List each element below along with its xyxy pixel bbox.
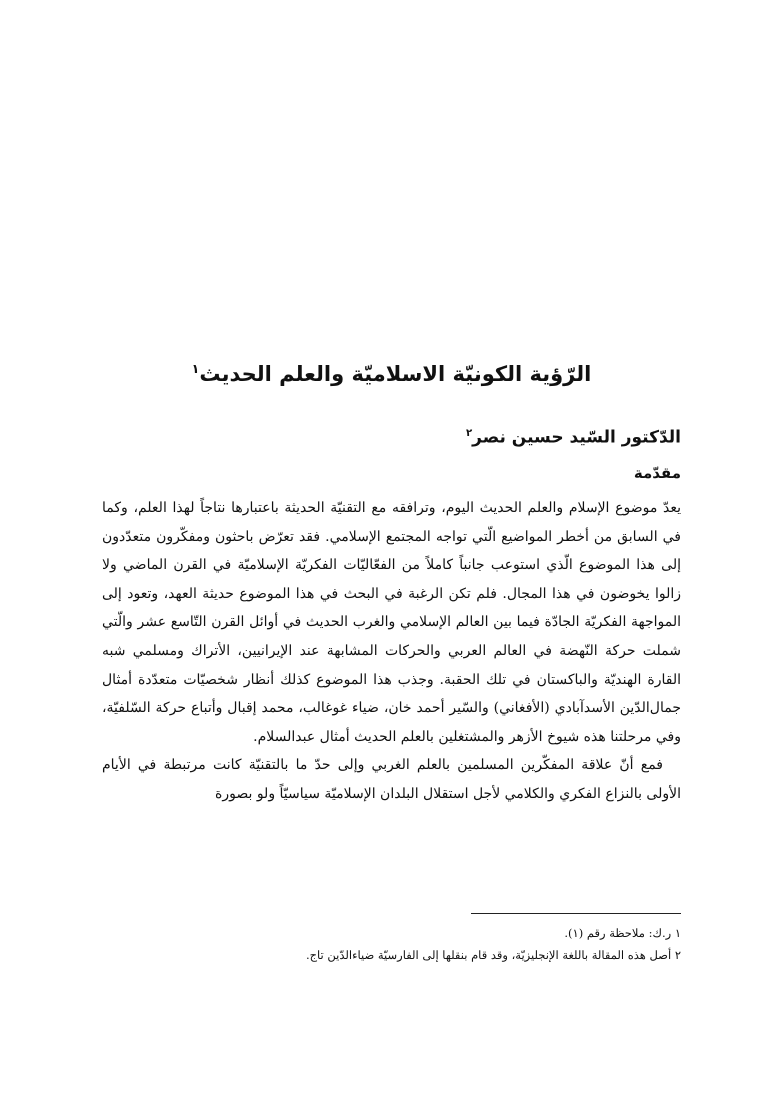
footnote-2: ٢ أصل هذه المقالة باللغة الإنجليزيّة، وقد قام بنقلها إلى الفارسيّة ضياءالدّين تاج. [305,948,681,962]
body-text [102,494,681,809]
footnotes [102,922,681,966]
author-name [102,420,681,452]
author-name-text: الدّكتور السّيد حسين نصر [472,427,681,448]
paragraph-2: فمع أنّ علاقة المفكّرين المسلمين بالعلم الغربي وإلى حدّ ما بالتقنيّة كانت مرتبطة في الأيام الأولى بالنزاع الفكري والكلامي لأجل استقلال البلدان الإسلاميّة سياسيّاً ولو بصورة [102,757,681,802]
paragraph-1: يعدّ موضوع الإسلام والعلم الحديث اليوم، وترافقه مع التقنيّة الحديثة باعتبارها نتاجاً لهذا العلم، وكما في السابق من أخطر المواضيع الّتي تواجه المجتمع الإسلامي. فقد تعرّض باحثون ومفكّرون متعدّدون إلى هذا الموضوع الّذي استوعب جانباً كاملاً من الفعّاليّات الفكريّة الإسلاميّة في القرن الماضي ولا زالوا يخوضون في هذا المجال. فلم تكن الرغبة في البحث في هذا الموضوع حديثة العهد، وتعود إلى المواجهة الفكريّة الجادّة فيما بين العالم الإسلامي والغرب الحديث في أوائل القرن التّاسع عشر والّتي شملت حركة النّهضة في العالم العربي والحركات المشابهة عند الإيرانيين، الأتراك ومسلمي شبه القارة الهنديّة والباكستان في تلك الحقبة. وجذب هذا الموضوع كذلك أنظار شخصيّات متعدّدة أمثال جمال‌الدّين الأسدآبادي (الأفغاني) والسّير أحمد خان، ضياء غوغالب، محمد إقبال وأتباع حركة السّلفيّة، وفي مرحلتنا هذه شيوخ الأزهر والمشتغلين بالعلم الحديث أمثال عبدالسلام. [102,500,681,745]
title-footnote-marker[interactable]: ١ [191,361,200,376]
author-footnote-marker[interactable]: ٢ [465,428,473,439]
article-title [90,352,693,391]
section-heading: مقدّمة [633,464,681,482]
footnote-1: ١ ر.ك: ملاحظة رقم (١). [564,926,681,940]
footnote-divider [471,913,681,914]
article-title-text: الرّؤية الكونيّة الاسلاميّة والعلم الحديث [199,362,592,386]
